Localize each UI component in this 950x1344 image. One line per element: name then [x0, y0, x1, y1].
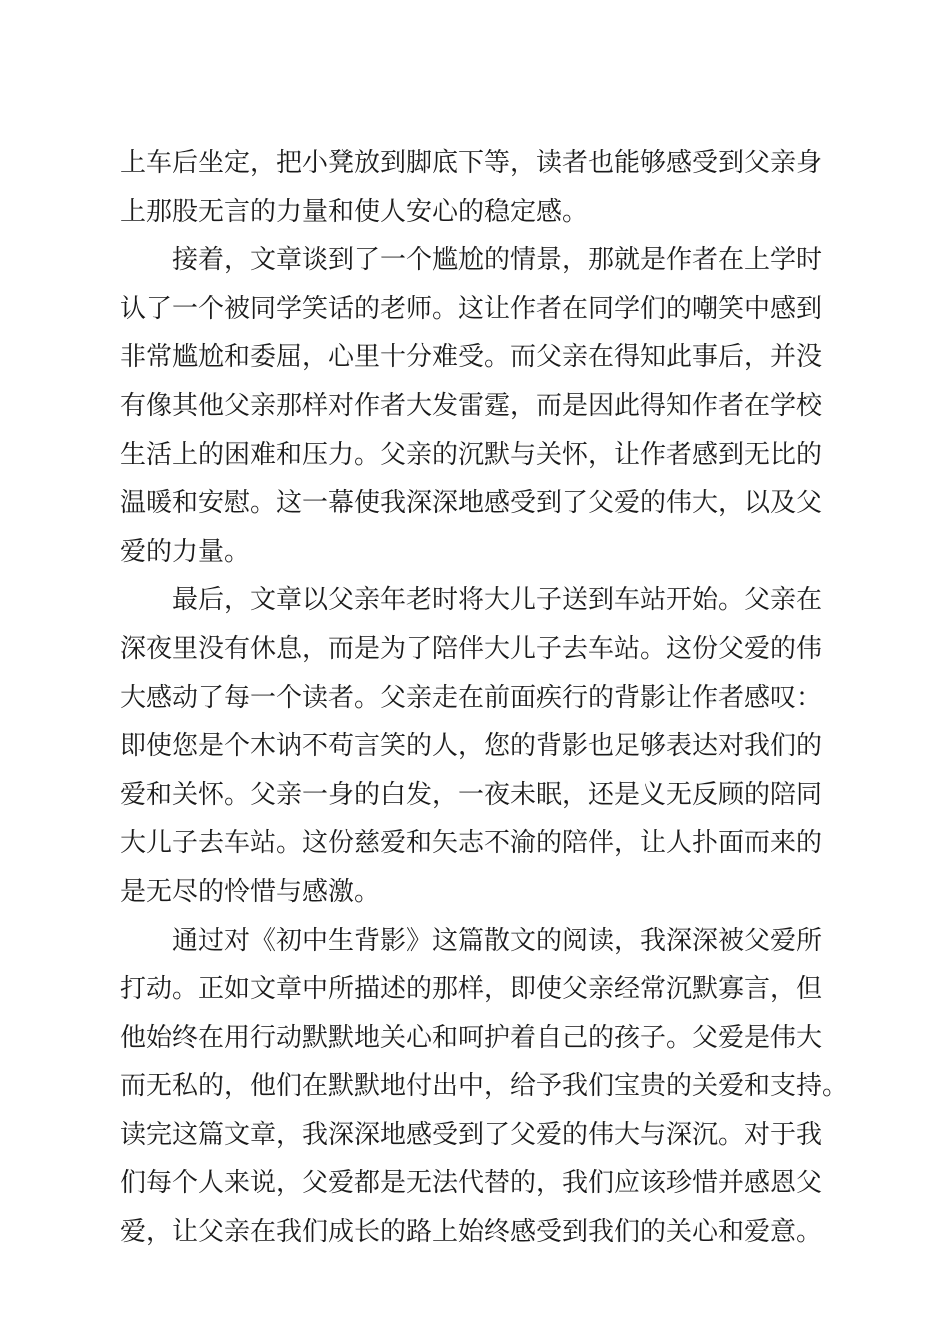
text-line: 非常尴尬和委屈，心里十分难受。而父亲在得知此事后，并没 — [120, 342, 823, 373]
text-line: 生活上的困难和压力。父亲的沉默与关怀，让作者感到无比的 — [120, 439, 823, 470]
text-line: 读完这篇文章，我深深地感受到了父爱的伟大与深沉。对于我 — [120, 1119, 823, 1150]
essay-body — [120, 139, 849, 1257]
text-line: 爱，让父亲在我们成长的路上始终感受到我们的关心和爱意。 — [120, 1217, 823, 1248]
text-line: 上车后坐定，把小凳放到脚底下等，读者也能够感受到父亲身 — [120, 148, 823, 178]
text-line: 而无私的，他们在默默地付出中，给予我们宝贵的关爱和支持。 — [120, 1071, 849, 1102]
text-line: 深夜里没有休息，而是为了陪伴大儿子去车站。这份父爱的伟 — [120, 633, 823, 664]
text-line: 即使您是个木讷不苟言笑的人，您的背影也足够表达对我们的 — [120, 731, 823, 762]
text-line: 认了一个被同学笑话的老师。这让作者在同学们的嘲笑中感到 — [120, 293, 823, 324]
paragraph-start-line: 通过对《初中生背影》这篇散文的阅读，我深深被父爱所 — [172, 925, 823, 956]
paragraph-start-line: 最后，文章以父亲年老时将大儿子送到车站开始。父亲在 — [172, 585, 823, 616]
text-line: 有像其他父亲那样对作者大发雷霆，而是因此得知作者在学校 — [120, 390, 823, 421]
text-line: 爱的力量。 — [120, 536, 251, 567]
text-line: 上那股无言的力量和使人安心的稳定感。 — [120, 196, 589, 227]
text-line: 大感动了每一个读者。父亲走在前面疾行的背影让作者感叹： — [120, 682, 823, 713]
text-line: 大儿子去车站。这份慈爱和矢志不渝的陪伴，让人扑面而来的 — [120, 828, 823, 859]
text-line: 他始终在用行动默默地关心和呵护着自己的孩子。父爱是伟大 — [120, 1022, 823, 1053]
text-line: 们每个人来说，父爱都是无法代替的，我们应该珍惜并感恩父 — [120, 1168, 823, 1199]
paragraph-start-line: 接着，文章谈到了一个尴尬的情景，那就是作者在上学时 — [172, 245, 823, 276]
text-line: 爱和关怀。父亲一身的白发，一夜未眠，还是义无反顾的陪同 — [120, 779, 823, 810]
text-line: 温暖和安慰。这一幕使我深深地感受到了父爱的伟大，以及父 — [120, 488, 823, 519]
text-line: 是无尽的怜惜与感激。 — [120, 876, 381, 907]
text-line: 打动。正如文章中所描述的那样，即使父亲经常沉默寡言，但 — [120, 974, 823, 1005]
